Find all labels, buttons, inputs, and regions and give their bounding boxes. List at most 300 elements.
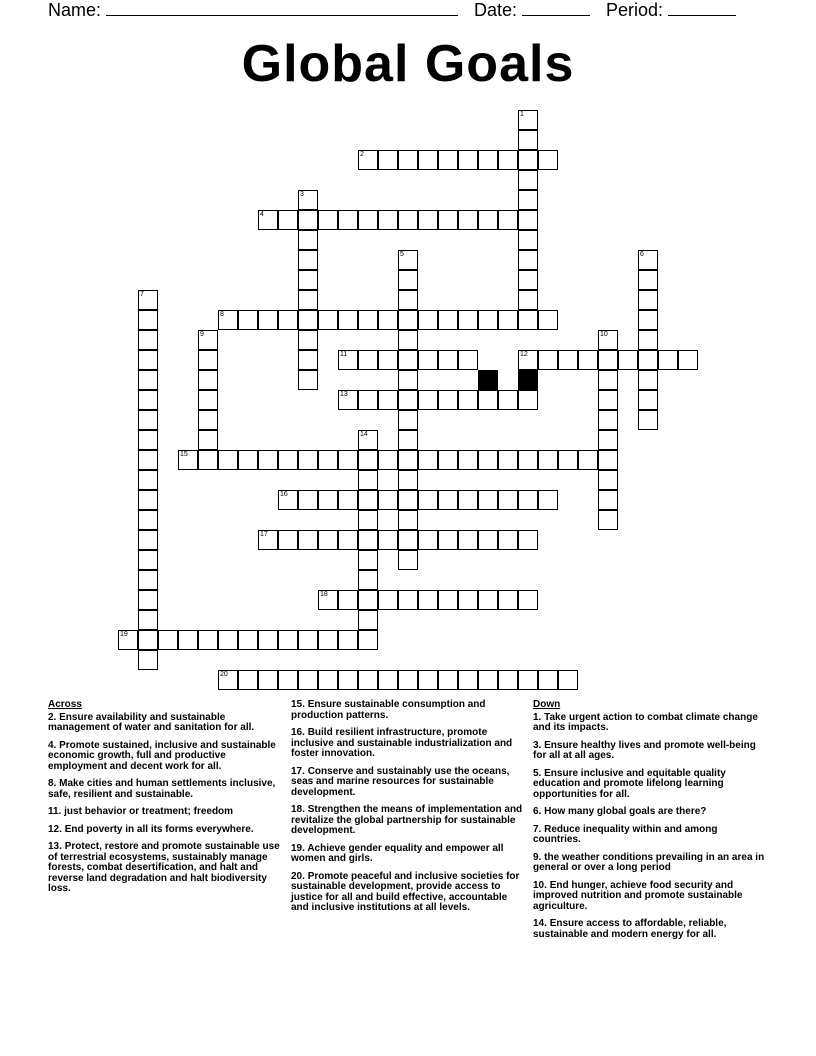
- crossword-cell[interactable]: [458, 350, 478, 370]
- crossword-cell[interactable]: [438, 150, 458, 170]
- crossword-cell[interactable]: [378, 210, 398, 230]
- clue-number: 11: [340, 351, 348, 358]
- crossword-cell[interactable]: [358, 590, 378, 610]
- crossword-cell[interactable]: [358, 670, 378, 690]
- across-clue: [48, 825, 280, 836]
- crossword-cell[interactable]: [518, 210, 538, 230]
- crossword-cell[interactable]: [418, 210, 438, 230]
- crossword-cell[interactable]: [518, 490, 538, 510]
- crossword-cell[interactable]: [518, 590, 538, 610]
- crossword-cell[interactable]: [398, 310, 418, 330]
- crossword-cell[interactable]: [458, 670, 478, 690]
- crossword-cell[interactable]: [338, 670, 358, 690]
- clue-number-label: 5.: [533, 767, 545, 779]
- crossword-cell[interactable]: [338, 210, 358, 230]
- crossword-cell[interactable]: [298, 290, 318, 310]
- crossword-cell[interactable]: [138, 370, 158, 390]
- crossword-cell[interactable]: [258, 450, 278, 470]
- crossword-cell[interactable]: [638, 370, 658, 390]
- crossword-cell[interactable]: [538, 350, 558, 370]
- crossword-cell[interactable]: [438, 530, 458, 550]
- crossword-cell[interactable]: [478, 310, 498, 330]
- crossword-cell[interactable]: [598, 510, 618, 530]
- crossword-cell[interactable]: [378, 530, 398, 550]
- crossword-cell[interactable]: [278, 310, 298, 330]
- crossword-cell[interactable]: [598, 350, 618, 370]
- crossword-cell[interactable]: [598, 490, 618, 510]
- crossword-cell[interactable]: [358, 510, 378, 530]
- crossword-cell[interactable]: [198, 390, 218, 410]
- crossword-cell[interactable]: [498, 310, 518, 330]
- crossword-cell[interactable]: [138, 570, 158, 590]
- clue-number: 13: [340, 391, 348, 398]
- crossword-cell[interactable]: [218, 310, 238, 330]
- crossword-cell[interactable]: [518, 130, 538, 150]
- crossword-cell[interactable]: [398, 670, 418, 690]
- crossword-cell[interactable]: [278, 530, 298, 550]
- crossword-cell[interactable]: [438, 210, 458, 230]
- crossword-cell[interactable]: [418, 490, 438, 510]
- crossword-cell[interactable]: [578, 350, 598, 370]
- crossword-cell[interactable]: [138, 510, 158, 530]
- clue-number: 2: [360, 151, 364, 158]
- crossword-cell[interactable]: [198, 370, 218, 390]
- black-cell: [518, 370, 538, 390]
- crossword-cell[interactable]: [138, 610, 158, 630]
- crossword-cell[interactable]: [558, 350, 578, 370]
- crossword-cell[interactable]: [498, 490, 518, 510]
- crossword-cell[interactable]: [298, 630, 318, 650]
- clue-number-label: 9.: [533, 851, 545, 863]
- clue-text: just behavior or treatment; freedom: [64, 806, 234, 817]
- down-clue: [533, 825, 765, 846]
- crossword-cell[interactable]: [258, 310, 278, 330]
- crossword-cell[interactable]: [498, 150, 518, 170]
- crossword-cell[interactable]: [138, 630, 158, 650]
- crossword-cell[interactable]: [498, 210, 518, 230]
- crossword-cell[interactable]: [418, 450, 438, 470]
- crossword-cell[interactable]: [438, 590, 458, 610]
- crossword-cell[interactable]: [198, 350, 218, 370]
- crossword-cell[interactable]: [398, 510, 418, 530]
- crossword-cell[interactable]: [338, 390, 358, 410]
- clue-number-label: 17.: [291, 765, 308, 777]
- crossword-cell[interactable]: [678, 350, 698, 370]
- clue-text: End hunger, achieve food security and improved nutrition and promote sustainable agriculture.: [533, 879, 743, 912]
- clue-number-label: 4.: [48, 739, 60, 751]
- crossword-cell[interactable]: [378, 670, 398, 690]
- clue-text: End poverty in all its forms everywhere.: [64, 823, 254, 835]
- crossword-cell[interactable]: [278, 630, 298, 650]
- crossword-cell[interactable]: [138, 390, 158, 410]
- crossword-cell[interactable]: [138, 530, 158, 550]
- crossword-cell[interactable]: [518, 230, 538, 250]
- crossword-cell[interactable]: [398, 350, 418, 370]
- crossword-cell[interactable]: [418, 150, 438, 170]
- crossword-cell[interactable]: [498, 670, 518, 690]
- crossword-cell[interactable]: [318, 490, 338, 510]
- crossword-cell[interactable]: [398, 270, 418, 290]
- crossword-cell[interactable]: [338, 530, 358, 550]
- crossword-cell[interactable]: [358, 550, 378, 570]
- across-clue-list-continued: [291, 700, 523, 914]
- crossword-cell[interactable]: [638, 270, 658, 290]
- crossword-cell[interactable]: [238, 310, 258, 330]
- crossword-cell[interactable]: [378, 450, 398, 470]
- crossword-cell[interactable]: [318, 210, 338, 230]
- crossword-cell[interactable]: [518, 170, 538, 190]
- black-cell: [478, 370, 498, 390]
- crossword-cell[interactable]: [318, 630, 338, 650]
- crossword-cell[interactable]: [478, 150, 498, 170]
- crossword-cell[interactable]: [138, 650, 158, 670]
- crossword-cell[interactable]: [138, 550, 158, 570]
- across-clue: [48, 741, 280, 773]
- clue-number-label: 18.: [291, 804, 308, 815]
- clue-text: Ensure sustainable consumption and production patterns.: [291, 699, 486, 721]
- crossword-cell[interactable]: [478, 490, 498, 510]
- crossword-cell[interactable]: [218, 670, 238, 690]
- crossword-cell[interactable]: [518, 250, 538, 270]
- crossword-cell[interactable]: [278, 210, 298, 230]
- crossword-cell[interactable]: [518, 450, 538, 470]
- crossword-cell[interactable]: [278, 490, 298, 510]
- crossword-cell[interactable]: [378, 590, 398, 610]
- clue-number: 7: [140, 291, 144, 298]
- crossword-cell[interactable]: [518, 190, 538, 210]
- across-clue: [291, 872, 523, 914]
- crossword-cell[interactable]: [198, 450, 218, 470]
- crossword-cell[interactable]: [258, 210, 278, 230]
- crossword-cell[interactable]: [538, 670, 558, 690]
- crossword-cell[interactable]: [498, 530, 518, 550]
- crossword-cell[interactable]: [438, 390, 458, 410]
- clue-number: 3: [300, 191, 304, 198]
- clue-text: Ensure inclusive and equitable quality education and promote lifelong learning opportunities for all.: [533, 767, 726, 800]
- crossword-cell[interactable]: [518, 110, 538, 130]
- crossword-cell[interactable]: [178, 630, 198, 650]
- crossword-cell[interactable]: [338, 350, 358, 370]
- crossword-cell[interactable]: [238, 450, 258, 470]
- crossword-cell[interactable]: [298, 210, 318, 230]
- crossword-cell[interactable]: [638, 350, 658, 370]
- crossword-cell[interactable]: [518, 350, 538, 370]
- across-clue: [48, 779, 280, 800]
- crossword-cell[interactable]: [298, 230, 318, 250]
- crossword-cell[interactable]: [318, 310, 338, 330]
- crossword-cell[interactable]: [298, 450, 318, 470]
- clue-text: Reduce inequality within and among countries.: [533, 823, 718, 845]
- crossword-cell[interactable]: [538, 450, 558, 470]
- crossword-cell[interactable]: [418, 670, 438, 690]
- crossword-cell[interactable]: [418, 590, 438, 610]
- crossword-cell[interactable]: [358, 350, 378, 370]
- crossword-cell[interactable]: [398, 370, 418, 390]
- down-clue: [533, 807, 765, 818]
- crossword-cell[interactable]: [598, 370, 618, 390]
- crossword-cell[interactable]: [638, 410, 658, 430]
- crossword-cell[interactable]: [398, 470, 418, 490]
- crossword-cell[interactable]: [538, 310, 558, 330]
- crossword-cell[interactable]: [518, 290, 538, 310]
- crossword-cell[interactable]: [638, 290, 658, 310]
- crossword-cell[interactable]: [198, 630, 218, 650]
- crossword-cell[interactable]: [438, 350, 458, 370]
- clue-number-label: 10.: [533, 879, 550, 891]
- crossword-cell[interactable]: [138, 410, 158, 430]
- crossword-cell[interactable]: [358, 390, 378, 410]
- crossword-cell[interactable]: [358, 610, 378, 630]
- crossword-cell[interactable]: [378, 390, 398, 410]
- crossword-cell[interactable]: [358, 150, 378, 170]
- crossword-cell[interactable]: [258, 670, 278, 690]
- crossword-cell[interactable]: [398, 210, 418, 230]
- clue-number: 15: [180, 451, 188, 458]
- crossword-cell[interactable]: [638, 310, 658, 330]
- clue-number-label: 3.: [533, 739, 545, 751]
- across-clue: [291, 728, 523, 760]
- down-clue: [533, 853, 765, 874]
- crossword-cell[interactable]: [298, 250, 318, 270]
- across-clue: [291, 844, 523, 865]
- crossword-cell[interactable]: [598, 390, 618, 410]
- crossword-cell[interactable]: [398, 550, 418, 570]
- crossword-cell[interactable]: [238, 630, 258, 650]
- crossword-cell[interactable]: [138, 290, 158, 310]
- crossword-cell[interactable]: [118, 630, 138, 650]
- crossword-cell[interactable]: [218, 450, 238, 470]
- crossword-cell[interactable]: [398, 430, 418, 450]
- down-clue: [533, 713, 765, 734]
- crossword-cell[interactable]: [418, 350, 438, 370]
- crossword-cell[interactable]: [438, 670, 458, 690]
- down-clue: [533, 769, 765, 801]
- crossword-cell[interactable]: [358, 570, 378, 590]
- clue-number-label: 12.: [48, 823, 65, 835]
- crossword-cell[interactable]: [538, 490, 558, 510]
- crossword-cell[interactable]: [358, 430, 378, 450]
- period-label: Period:: [606, 0, 664, 20]
- crossword-cell[interactable]: [598, 430, 618, 450]
- crossword-cell[interactable]: [398, 330, 418, 350]
- crossword-cell[interactable]: [298, 370, 318, 390]
- across-clue: [48, 807, 280, 818]
- clue-number: 10: [600, 331, 608, 338]
- crossword-cell[interactable]: [398, 450, 418, 470]
- crossword-cell[interactable]: [338, 630, 358, 650]
- crossword-cell[interactable]: [278, 450, 298, 470]
- crossword-cell[interactable]: [518, 670, 538, 690]
- crossword-cell[interactable]: [298, 190, 318, 210]
- clue-text: Ensure availability and sustainable management of water and sanitation for all.: [48, 711, 255, 733]
- crossword-cell[interactable]: [258, 630, 278, 650]
- crossword-cell[interactable]: [338, 590, 358, 610]
- crossword-cell[interactable]: [438, 310, 458, 330]
- clue-text: Ensure healthy lives and promote well-being for all at all ages.: [533, 739, 756, 761]
- crossword-cell[interactable]: [418, 390, 438, 410]
- crossword-cell[interactable]: [398, 250, 418, 270]
- crossword-cell[interactable]: [578, 450, 598, 470]
- crossword-cell[interactable]: [478, 670, 498, 690]
- crossword-cell[interactable]: [378, 310, 398, 330]
- crossword-cell[interactable]: [318, 590, 338, 610]
- crossword-cell[interactable]: [378, 150, 398, 170]
- crossword-cell[interactable]: [358, 490, 378, 510]
- crossword-cell[interactable]: [438, 450, 458, 470]
- down-clue: [533, 881, 765, 913]
- clue-number: 19: [120, 631, 128, 638]
- across-clue: [291, 767, 523, 799]
- down-clue-list: [533, 713, 765, 941]
- crossword-cell[interactable]: [458, 530, 478, 550]
- down-clue: [533, 919, 765, 940]
- clue-number: 16: [280, 491, 288, 498]
- crossword-cell[interactable]: [338, 490, 358, 510]
- crossword-cell[interactable]: [358, 450, 378, 470]
- crossword-cell[interactable]: [298, 670, 318, 690]
- crossword-cell[interactable]: [458, 150, 478, 170]
- crossword-cell[interactable]: [458, 450, 478, 470]
- crossword-cell[interactable]: [398, 290, 418, 310]
- crossword-cell[interactable]: [498, 590, 518, 610]
- crossword-cell[interactable]: [218, 630, 238, 650]
- clue-number-label: 19.: [291, 842, 308, 854]
- crossword-cell[interactable]: [178, 450, 198, 470]
- crossword-cell[interactable]: [598, 450, 618, 470]
- crossword-cell[interactable]: [418, 310, 438, 330]
- clue-number: 6: [640, 251, 644, 258]
- crossword-cell[interactable]: [338, 450, 358, 470]
- crossword-cell[interactable]: [318, 670, 338, 690]
- crossword-cell[interactable]: [438, 490, 458, 510]
- crossword-cell[interactable]: [638, 250, 658, 270]
- crossword-cell[interactable]: [138, 470, 158, 490]
- clue-number: 14: [360, 431, 368, 438]
- across-clues: [48, 700, 280, 902]
- crossword-cell[interactable]: [518, 390, 538, 410]
- crossword-cell[interactable]: [198, 330, 218, 350]
- clue-text: Ensure access to affordable, reliable, sustainable and modern energy for all.: [533, 918, 727, 940]
- crossword-cell[interactable]: [358, 630, 378, 650]
- crossword-cell[interactable]: [478, 210, 498, 230]
- crossword-cell[interactable]: [418, 530, 438, 550]
- crossword-cell[interactable]: [518, 270, 538, 290]
- crossword-cell[interactable]: [498, 390, 518, 410]
- crossword-cell[interactable]: [298, 350, 318, 370]
- crossword-cell[interactable]: [398, 410, 418, 430]
- clue-number-label: 13.: [48, 841, 65, 852]
- across-heading: Across: [48, 699, 82, 710]
- clue-text: Make cities and human settlements inclusive, safe, resilient and sustainable.: [48, 778, 276, 800]
- crossword-cell[interactable]: [458, 390, 478, 410]
- crossword-cell[interactable]: [298, 270, 318, 290]
- crossword-cell[interactable]: [658, 350, 678, 370]
- crossword-cell[interactable]: [358, 210, 378, 230]
- crossword-cell[interactable]: [138, 350, 158, 370]
- crossword-cell[interactable]: [398, 530, 418, 550]
- crossword-cell[interactable]: [298, 310, 318, 330]
- crossword-cell[interactable]: [398, 150, 418, 170]
- crossword-cell[interactable]: [458, 310, 478, 330]
- crossword-cell[interactable]: [358, 530, 378, 550]
- crossword-cell[interactable]: [198, 430, 218, 450]
- crossword-cell[interactable]: [298, 490, 318, 510]
- crossword-cell[interactable]: [378, 350, 398, 370]
- crossword-cell[interactable]: [358, 470, 378, 490]
- crossword-cell[interactable]: [638, 390, 658, 410]
- clue-number-label: 7.: [533, 823, 545, 835]
- crossword-cell[interactable]: [558, 670, 578, 690]
- clue-number: 4: [260, 211, 264, 218]
- crossword-cell[interactable]: [138, 590, 158, 610]
- across-clue: [291, 700, 523, 721]
- crossword-cell[interactable]: [478, 530, 498, 550]
- crossword-cell[interactable]: [398, 490, 418, 510]
- crossword-cell[interactable]: [498, 450, 518, 470]
- crossword-cell[interactable]: [138, 450, 158, 470]
- crossword-cell[interactable]: [458, 210, 478, 230]
- clue-number-label: 14.: [533, 918, 550, 929]
- across-clues-continued: [291, 700, 523, 921]
- crossword-cell[interactable]: [598, 470, 618, 490]
- crossword-cell[interactable]: [618, 350, 638, 370]
- crossword-cell[interactable]: [138, 490, 158, 510]
- crossword-cell[interactable]: [258, 530, 278, 550]
- clue-number: 20: [220, 671, 228, 678]
- crossword-cell[interactable]: [398, 390, 418, 410]
- crossword-cell[interactable]: [518, 530, 538, 550]
- crossword-cell[interactable]: [378, 490, 398, 510]
- crossword-cell[interactable]: [538, 150, 558, 170]
- crossword-cell[interactable]: [298, 330, 318, 350]
- crossword-cell[interactable]: [598, 410, 618, 430]
- down-clue: [533, 741, 765, 762]
- clue-number: 18: [320, 591, 328, 598]
- clue-text: Take urgent action to combat climate change and its impacts.: [533, 711, 758, 733]
- crossword-cell[interactable]: [278, 670, 298, 690]
- crossword-cell[interactable]: [558, 450, 578, 470]
- clue-number-label: 6.: [533, 806, 545, 817]
- crossword-cell[interactable]: [478, 390, 498, 410]
- crossword-cell[interactable]: [518, 150, 538, 170]
- crossword-cell[interactable]: [138, 330, 158, 350]
- crossword-cell[interactable]: [138, 430, 158, 450]
- crossword-cell[interactable]: [398, 590, 418, 610]
- clue-text: Build resilient infrastructure, promote inclusive and sustainable industrialization and foster innovation.: [291, 727, 513, 759]
- crossword-cell[interactable]: [458, 490, 478, 510]
- clue-number-label: 8.: [48, 778, 60, 789]
- clue-number-label: 1.: [533, 711, 545, 723]
- crossword-cell[interactable]: [318, 530, 338, 550]
- crossword-cell[interactable]: [478, 590, 498, 610]
- crossword-cell[interactable]: [318, 450, 338, 470]
- crossword-cell[interactable]: [238, 670, 258, 690]
- crossword-cell[interactable]: [518, 310, 538, 330]
- crossword-cell[interactable]: [158, 630, 178, 650]
- clue-number-label: 20.: [291, 870, 308, 882]
- crossword-cell[interactable]: [638, 330, 658, 350]
- crossword-cell[interactable]: [478, 450, 498, 470]
- crossword-cell[interactable]: [138, 310, 158, 330]
- crossword-cell[interactable]: [338, 310, 358, 330]
- crossword-cell[interactable]: [458, 590, 478, 610]
- crossword-cell[interactable]: [198, 410, 218, 430]
- crossword-cell[interactable]: [358, 310, 378, 330]
- clue-number-label: 11.: [48, 806, 65, 817]
- crossword-cell[interactable]: [598, 330, 618, 350]
- crossword-cell[interactable]: [298, 530, 318, 550]
- across-clue-list: [48, 713, 280, 895]
